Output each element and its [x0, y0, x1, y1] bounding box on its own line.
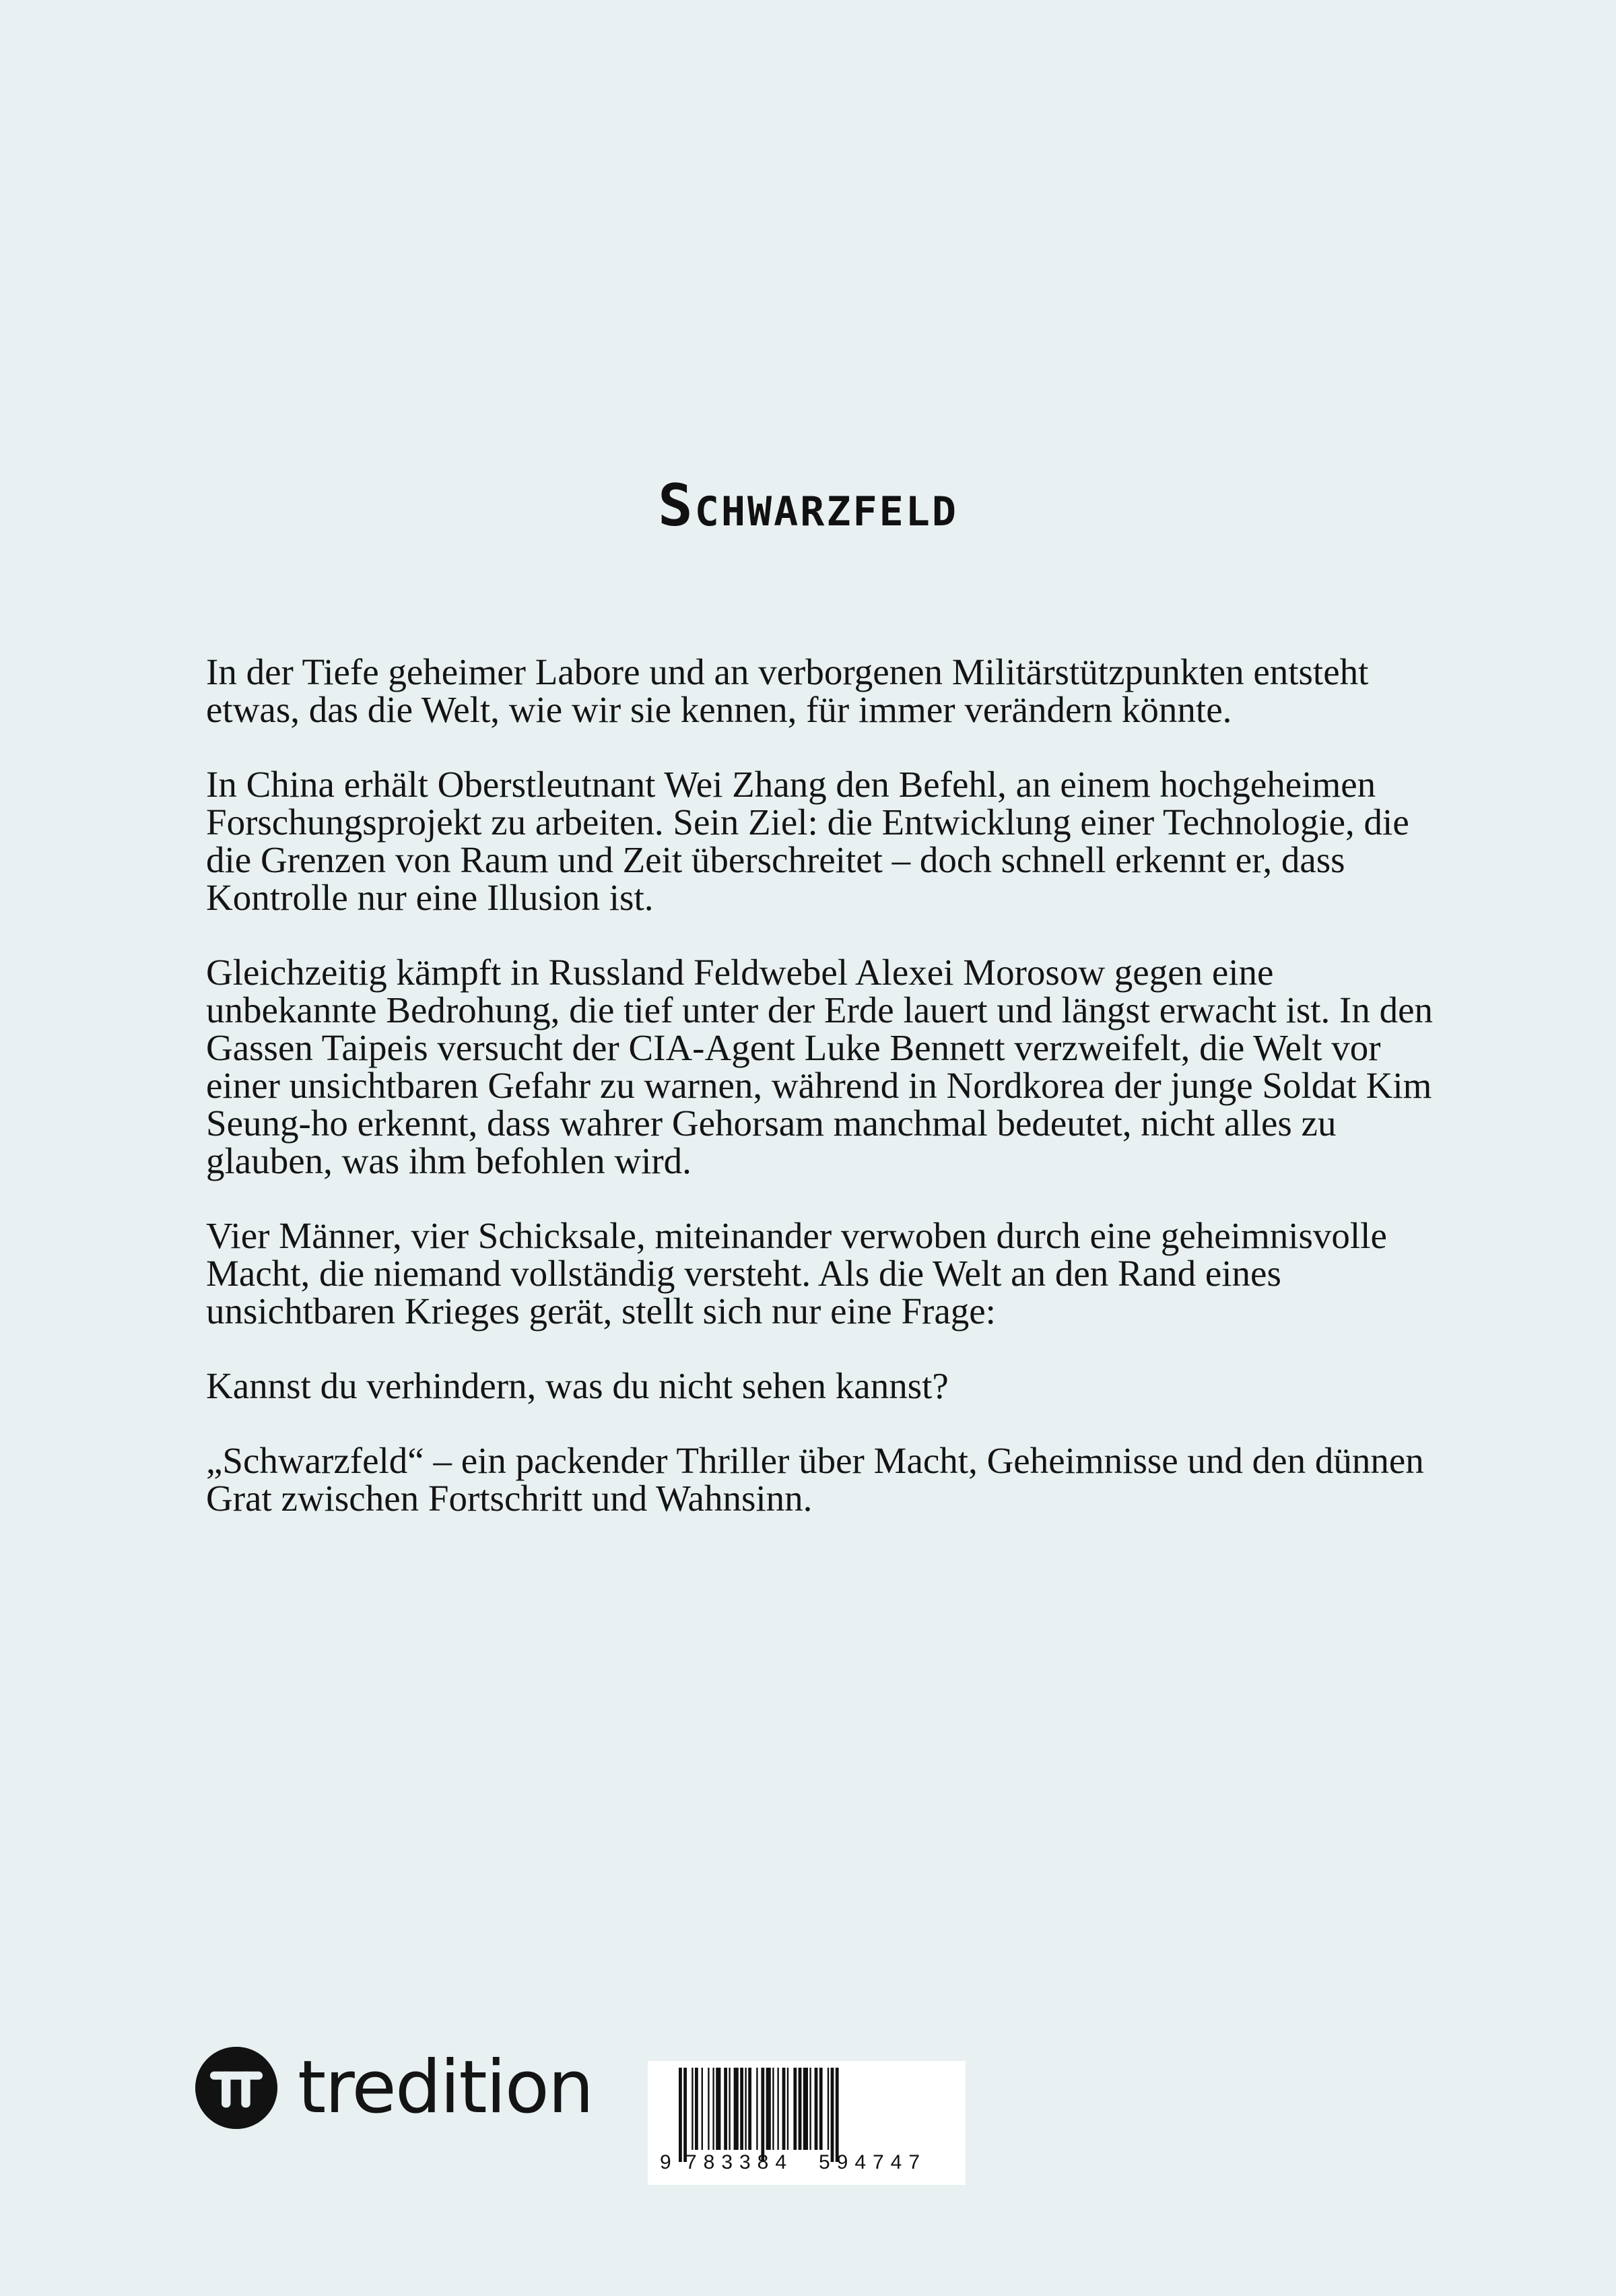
barcode-bar — [756, 2068, 758, 2150]
barcode-bar — [708, 2068, 709, 2150]
barcode-bar — [702, 2068, 703, 2150]
barcode-bar — [712, 2068, 714, 2150]
barcode-bar — [679, 2068, 682, 2162]
blurb-paragraph: Kannst du verhindern, was du nicht sehen kannst? — [206, 1365, 949, 1406]
blurb-paragraph: In der Tiefe geheimer Labore und an verborgenen Militärstützpunkten entsteht etwas, das die Welt, wie wir sie kennen, für immer verändern könnte. — [206, 651, 1369, 730]
barcode-bar — [777, 2068, 778, 2150]
barcode-bar — [724, 2068, 727, 2150]
isbn-barcode — [648, 2061, 966, 2185]
barcode-bar — [799, 2068, 802, 2150]
barcode-bar — [782, 2068, 786, 2150]
blurb — [206, 653, 1438, 1554]
barcode-bar — [809, 2068, 811, 2150]
barcode-bar — [772, 2068, 774, 2150]
barcode-bar — [793, 2068, 797, 2150]
barcode-bar — [761, 2068, 764, 2162]
barcode-bar — [716, 2068, 720, 2150]
barcode-bar — [815, 2068, 818, 2150]
publisher-name: tredition — [298, 2045, 593, 2130]
tredition-logo-icon — [195, 2047, 277, 2129]
barcode-bar — [692, 2068, 693, 2150]
blurb-paragraph: In China erhält Oberstleutnant Wei Zhang den Befehl, an einem hochgeheimen Forschungsprojekt zu arbeiten. Sein Ziel: die Entwicklung einer Technologie, die die Grenzen von Raum und Zeit überschreitet – doch schnell erkennt er, dass Kontrolle nur eine Illusion ist. — [206, 764, 1409, 918]
blurb-paragraph: Vier Männer, vier Schicksale, miteinander verwoben durch eine geheimnisvolle Macht, die niemand vollständig versteht. Als die Welt an den Rand eines unsichtbaren Krieges gerät, stellt sich nur eine Frage: — [206, 1215, 1387, 1332]
barcode-bar — [819, 2068, 823, 2150]
blurb-paragraph: „Schwarzfeld“ – ein packender Thriller über Macht, Geheimnisse und den dünnen Grat zwischen Fortschritt und Wahnsinn. — [206, 1440, 1424, 1519]
barcode-bar — [740, 2068, 743, 2150]
barcode-digit-first: 9 — [660, 2151, 671, 2173]
barcode-bar — [683, 2068, 687, 2162]
barcode-bar — [787, 2068, 788, 2150]
barcode-bars — [679, 2068, 839, 2162]
book-title: Schwarzfeld — [657, 471, 958, 539]
barcode-bar — [734, 2068, 739, 2150]
barcode-bar — [828, 2068, 829, 2150]
publisher-logo — [195, 2044, 593, 2132]
blurb-paragraph: Gleichzeitig kämpft in Russland Feldwebel Alexei Morosow gegen eine unbekannte Bedrohung, die tief unter der Erde lauert und längst erwacht ist. In den Gassen Taipeis versucht der CIA-Agent Luke Bennett verzweifelt, die Welt vor einer unsichtbaren Gefahr zu warnen, während in Nordkorea der junge Soldat Kim Seung-ho erkennt, dass wahrer Gehorsam manchmal bedeutet, nicht alles zu glauben, was ihm befohlen wird. — [206, 952, 1434, 1181]
barcode-bar — [745, 2068, 746, 2150]
barcode-digits-right: 594747 — [819, 2151, 920, 2173]
barcode-bar — [836, 2068, 839, 2162]
barcode-bar — [803, 2068, 808, 2150]
barcode-bar — [831, 2068, 834, 2162]
barcode-digits-left: 783384 — [685, 2151, 786, 2173]
barcode-bar — [729, 2068, 730, 2150]
barcode-bar — [766, 2068, 771, 2150]
barcode-bar — [748, 2068, 751, 2150]
barcode-bar — [695, 2068, 698, 2150]
barcode-graphic — [659, 2068, 955, 2178]
